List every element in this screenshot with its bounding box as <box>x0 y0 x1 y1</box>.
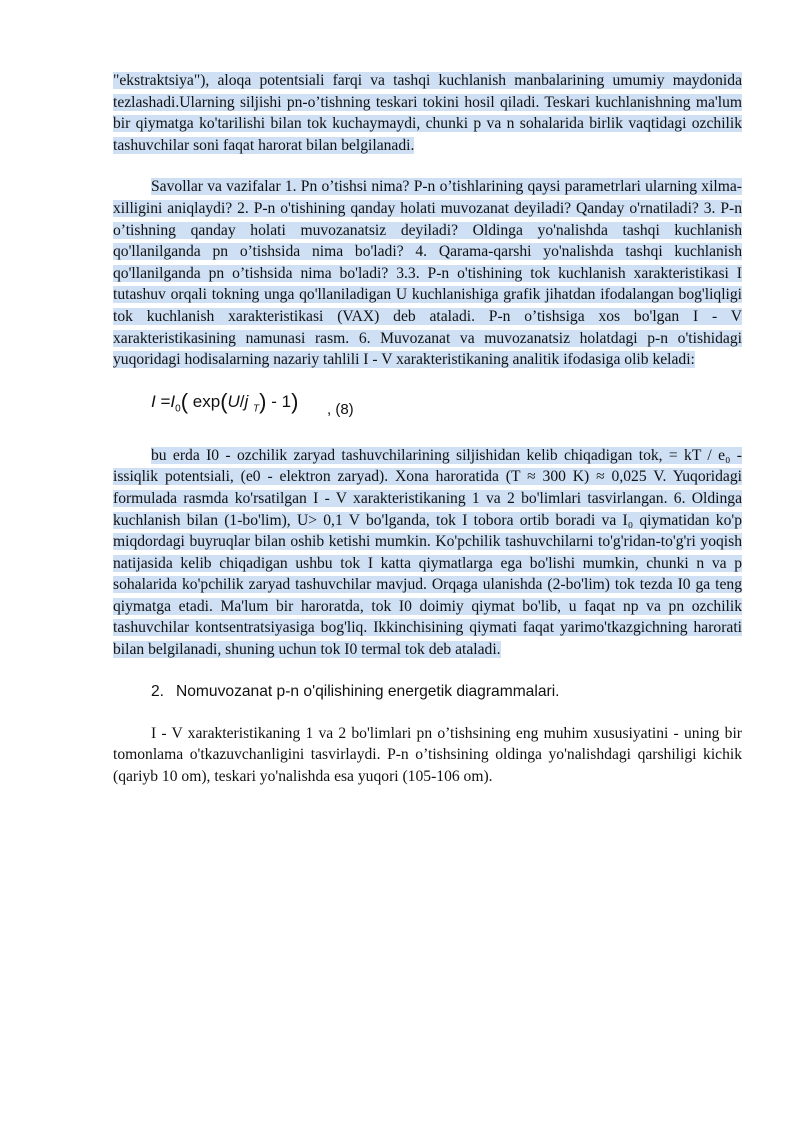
paragraph-3 <box>113 445 742 661</box>
formula-lhs: I <box>151 391 156 411</box>
document-page <box>113 70 742 787</box>
formula-eq: = <box>160 391 171 411</box>
section-heading <box>151 681 742 703</box>
formula-number: , (8) <box>327 400 354 418</box>
formula-8: $I =I_0$( exp(U/j $_T$) - 1) , (8) <box>151 388 354 418</box>
formula-u: U <box>227 391 240 411</box>
heading-text: Nomuvozanat p-n o'qilishining energetik diagrammalari. <box>176 682 560 700</box>
formula-phi: j <box>244 391 249 411</box>
formula-i0-sub: 0 <box>175 403 181 415</box>
heading-number: 2. <box>151 682 165 700</box>
paragraph-questions <box>113 176 742 370</box>
formula-exp: exp <box>192 391 221 411</box>
highlighted-text: "ekstraktsiya"), aloqa potentsiali farqi va tashqi kuchlanish manbalarining umumiy maydonida tezlashadi.Ularning siljishi pn-o’tishning teskari tokini hosil qiladi. Teskari kuchlanishning ma'lum bir qiymatga ko'tarilishi bilan tok kuchaymaydi, chunki p va n sohalarida birlik vaqtidagi ozchilik tashuvchilar soni faqat harorat bilan belgilanadi. <box>113 72 742 154</box>
paragraph-4: I - V xarakteristikaning 1 va 2 bo'limlari pn o’tishsining eng muhim xususiyatini - uning bir tomonlama o'tkazuvchanligini tasvirlaydi. P-n o’tishsining oldinga yo'nalishdagi qarshiligi kichik (qariyb 10 om), teskari yo'nalishda esa yuqori (105-106 om). <box>113 724 742 785</box>
formula-phi-sub: T <box>253 403 260 415</box>
highlighted-text: Savollar va vazifalar 1. Pn o’tishsi nima? P-n o’tishlarining qaysi parametrlari ularning xilma-xilligini aniqlaydi? 2. P-n o'tishining qanday holati muvozanat deyiladi? Qanday o'rnatiladi? 3. P-n o’tishning qanday holati muvozanatsiz deyiladi? Oldinga yo'nalishda tashqi kuchlanish qo'llanilganda pn o’tishsida nima bo'ladi? 4. Qarama-qarshi yo'nalishda tashqi kuchlanish qo'llanilganda pn o’tishsida nima bo'ladi? 3.3. P-n o'tishining tok kuchlanish xarakteristikasi I tutashuv orqali tokning unga qo'llaniladigan U kuchlanishiga grafik jihatdan ifodalangan bog'liqligi tok kuchlanish xarakteristikasi (VAX) deb ataladi. P-n o’tishsiga xos bo'lgan I - V xarakteristikasining namunasi rasm. 6. Muvozanat va muvozanatsiz holatdagi p-n o'tishidagi yuqoridagi hodisalarning nazariy tahlili I - V xarakteristikaning analitik ifodasiga olib keladi: <box>113 178 742 369</box>
paragraph-1 <box>113 70 742 156</box>
formula-slash: / <box>239 391 245 411</box>
highlighted-text: bu erda I0 - ozchilik zaryad tashuvchilarining siljishidan kelib chiqadigan tok, = kT / e₀ - issiqlik potentsiali, (e0 - elektron zaryad). Xona haroratida (T ≈ 300 K) ≈ 0,025 V. Yuqoridagi formulada rasmda ko'rsatilgan I - V xarakteristikaning 1 va 2 bo'limlari tasvirlangan. 6. Oldinga kuchlanish bilan (1-bo'lim), U> 0,1 V bo'lganda, tok I tobora ortib boradi va I₀ qiymatidan ko'p miqdordagi buyruqlar bilan oshib ketishi mumkin. Ko'pchilik tashuvchilarni to'g'ridan-to'g'ri yoqish natijasida kelib chiqadigan ushbu tok I katta qiymatlarga ega bo'lishi mumkin, chunki n va p sohalarida ko'pchilik zaryad tashuvchilar mavjud. Orqaga ulanishda (2-bo'lim) tok tezda I0 ga teng qiymatga etadi. Ma'lum bir haroratda, tok I0 doimiy qiymat bo'lib, u faqat np va pn ozchilik tashuvchilar kontsentratsiyasiga bog'liq. Ikkinchisining qiymati faqat yarimo'tkazgichning harorati bilan belgilanadi, shuning uchun tok I0 termal tok deb ataladi. <box>113 446 742 659</box>
formula-i0: I <box>170 391 176 411</box>
formula-minus-one: - 1 <box>271 391 292 411</box>
